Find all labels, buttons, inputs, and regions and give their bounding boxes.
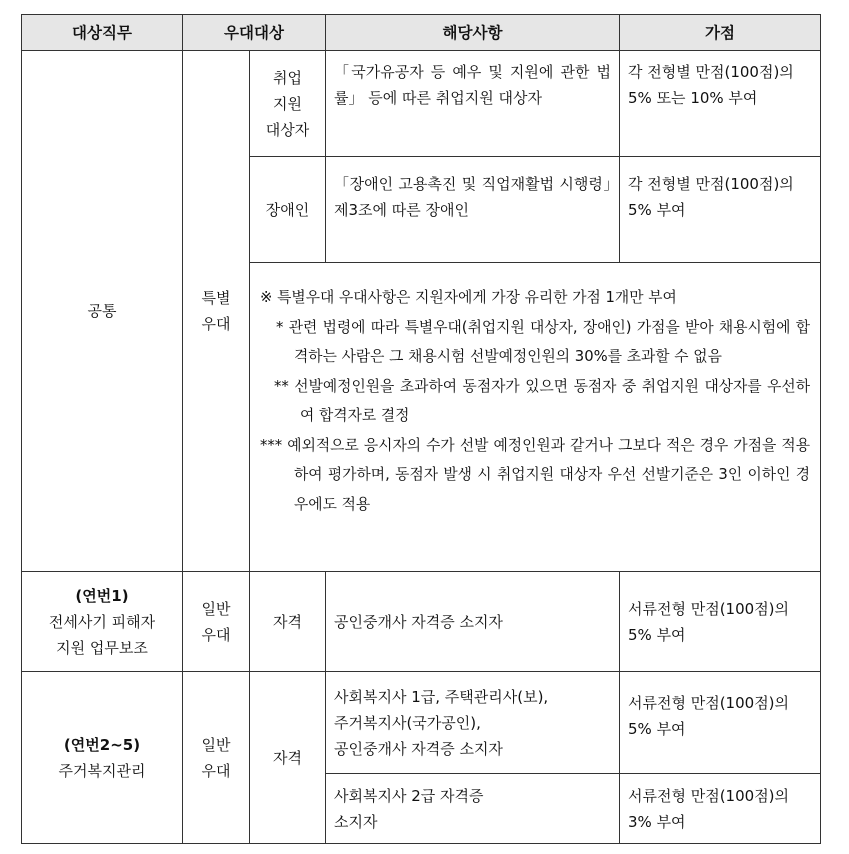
sub-cell-a: 자격 — [250, 572, 326, 672]
preference-table — [21, 14, 821, 844]
points-cell-disabled: 각 전형별 만점(100점)의 5% 부여 — [620, 157, 821, 263]
note-3: *** 예외적으로 응시자의 수가 선발 예정인원과 같거나 그보다 적은 경우 가점을 적용하여 평가하며, 동점자 발생 시 취업지원 대상자 우선 선발기준은 3인 이하인 경우에도 적용 — [260, 436, 810, 513]
table-row — [22, 572, 821, 672]
header-detail: 해당사항 — [326, 15, 620, 51]
notes-cell — [250, 263, 821, 572]
header-target: 우대대상 — [183, 15, 326, 51]
detail-cell-b1: 사회복지사 1급, 주택관리사(보), 주거복지사(국가공인), 공인중개사 자격증 소지자 — [326, 672, 620, 774]
job-name-b: 주거복지관리 — [58, 761, 146, 780]
note-1: * 관련 법령에 따라 특별우대(취업지원 대상자, 장애인) 가점을 받아 채용시험에 합격하는 사람은 그 채용시험 선발예정인원의 30%를 초과할 수 없음 — [276, 318, 810, 365]
detail-cell-disabled: 「장애인 고용촉진 및 직업재활법 시행령」제3조에 따른 장애인 — [326, 157, 620, 263]
detail-cell-b2: 사회복지사 2급 자격증 소지자 — [326, 774, 620, 844]
note-main: ※ 특별우대 우대사항은 지원자에게 가장 유리한 가점 1개만 부여 — [260, 289, 677, 306]
detail-cell-employment: 「국가유공자 등 예우 및 지원에 관한 법률」 등에 따른 취업지원 대상자 — [326, 51, 620, 157]
type-cell-special: 특별 우대 — [183, 51, 250, 572]
sub-cell-employment: 취업 지원 대상자 — [250, 51, 326, 157]
points-cell-b2: 서류전형 만점(100점)의 3% 부여 — [620, 774, 821, 844]
header-points: 가점 — [620, 15, 821, 51]
points-cell-employment: 각 전형별 만점(100점)의 5% 또는 10% 부여 — [620, 51, 821, 157]
points-cell-b1: 서류전형 만점(100점)의 5% 부여 — [620, 672, 821, 774]
detail-cell-a: 공인중개사 자격증 소지자 — [326, 572, 620, 672]
job-name-a: 전세사기 피해자 지원 업무보조 — [48, 612, 156, 657]
job-number-b: (연번2~5) — [63, 735, 141, 754]
job-cell-common: 공통 — [22, 51, 183, 572]
type-cell-b: 일반 우대 — [183, 672, 250, 844]
type-cell-a: 일반 우대 — [183, 572, 250, 672]
table-row — [22, 51, 821, 157]
points-cell-a: 서류전형 만점(100점)의 5% 부여 — [620, 572, 821, 672]
sub-cell-disabled: 장애인 — [250, 157, 326, 263]
header-row — [22, 15, 821, 51]
table-row — [22, 672, 821, 774]
note-2: ** 선발예정인원을 초과하여 동점자가 있으면 동점자 중 취업지원 대상자를 우선하여 합격자로 결정 — [274, 377, 810, 424]
header-job: 대상직무 — [22, 15, 183, 51]
sub-cell-b: 자격 — [250, 672, 326, 844]
job-cell-b — [22, 672, 183, 844]
job-cell-a — [22, 572, 183, 672]
job-number-a: (연번1) — [75, 586, 129, 605]
